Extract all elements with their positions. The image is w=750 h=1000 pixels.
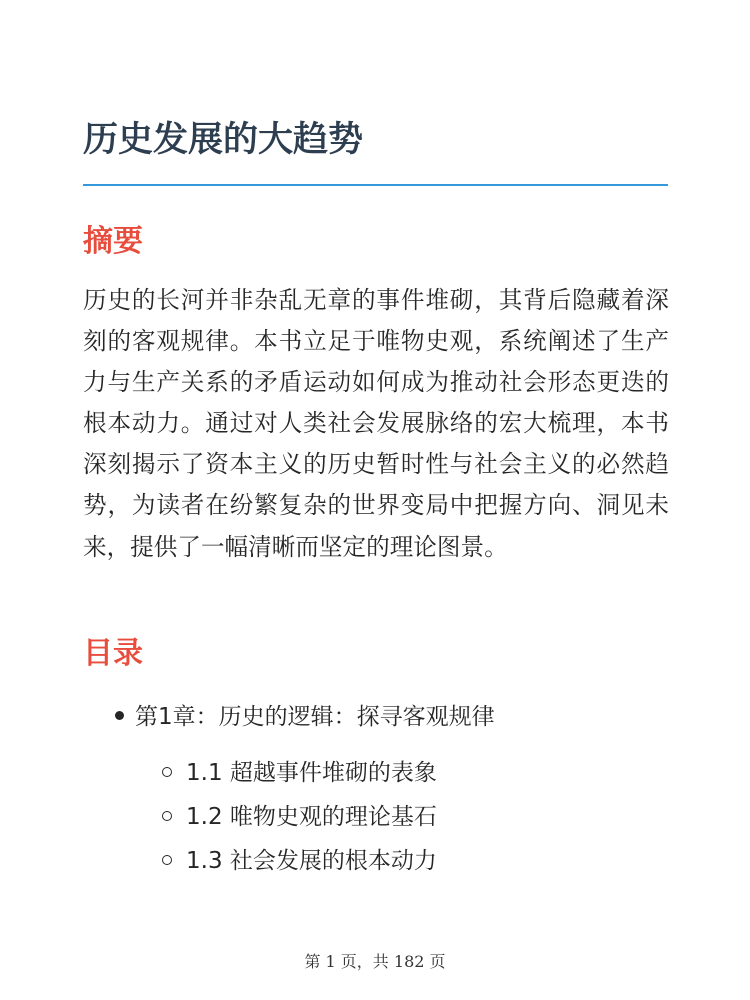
- toc-section-1-2-label: 1.2 唯物史观的理论基石: [186, 804, 437, 830]
- toc-section-1-1-label: 1.1 超越事件堆砌的表象: [186, 760, 437, 786]
- toc-section-1-3-label: 1.3 社会发展的根本动力: [186, 848, 437, 874]
- hollow-bullet-icon: [162, 811, 172, 821]
- toc-chapter-1[interactable]: [115, 701, 495, 733]
- toc-section-1-3[interactable]: [162, 845, 437, 877]
- toc-section-1-2[interactable]: [162, 801, 437, 833]
- hollow-bullet-icon: [162, 855, 172, 865]
- abstract-heading: 摘要: [83, 224, 143, 259]
- page-footer: 第 1 页，共 182 页: [304, 952, 446, 971]
- toc-chapter-1-label: 第1章：历史的逻辑：探寻客观规律: [135, 704, 495, 730]
- toc-section-1-1[interactable]: [162, 757, 437, 789]
- hollow-bullet-icon: [162, 767, 172, 777]
- title-divider: [83, 184, 668, 186]
- toc-heading: 目录: [83, 636, 143, 671]
- page-title: 历史发展的大趋势: [83, 120, 364, 160]
- abstract-text: 历史的长河并非杂乱无章的事件堆砌，其背后隐藏着深刻的客观规律。本书立足于唯物史观，系统阐述了生产力与生产关系的矛盾运动如何成为推动社会形态更迭的根本动力。通过对人类社会发展脉络的宏大梳理，本书深刻揭示了资本主义的历史暂时性与社会主义的必然趋势，为读者在纷繁复杂的世界变局中把握方向、洞见未来，提供了一幅清晰而坚定的理论图景。: [83, 286, 669, 561]
- filled-bullet-icon: [115, 711, 124, 720]
